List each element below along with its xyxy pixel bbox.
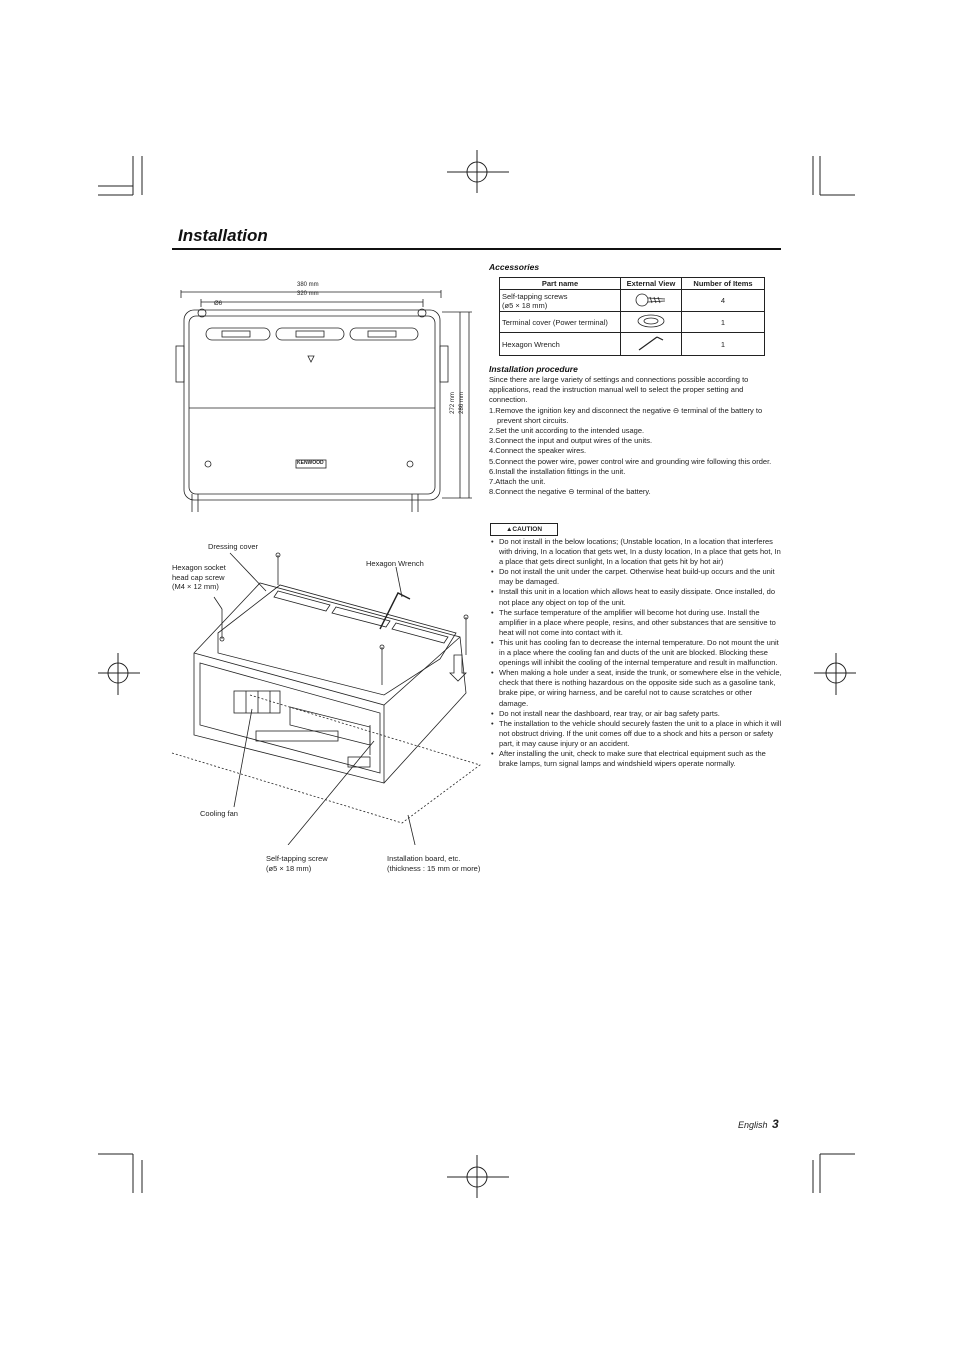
page-title: Installation (178, 226, 268, 245)
accessories-heading: Accessories (489, 262, 540, 272)
procedure-heading: Installation procedure (489, 364, 578, 374)
part-name-cell: Hexagon Wrench (500, 333, 621, 356)
procedure-step: 1.Remove the ignition key and disconnect the negative ⊖ terminal of the battery to prevent short circuits. (489, 405, 763, 425)
list-item: • The surface temperature of the amplifier will become hot during use. Install the amplifier in a place where people, resins, and other substances that are sensitive to heat will not come into contact with it. (491, 608, 783, 638)
dim-320: 320 mm (297, 291, 319, 297)
title-rule (172, 248, 781, 250)
label-hex-socket-screw: Hexagon socket head cap screw (M4 × 12 mm) (172, 563, 226, 591)
dim-286: 286 mm (458, 392, 465, 414)
col-part-name: Part name (500, 278, 621, 290)
part-name-cell: Self-tapping screws (ø5 × 18 mm) (500, 290, 621, 312)
caution-list (491, 537, 783, 769)
procedure-step: 4.Connect the speaker wires. (489, 446, 587, 456)
list-item: • After installing the unit, check to make sure that electrical equipment such as the brake lamps, turn signal lamps and windshield wipers operate normally. (491, 749, 783, 769)
footer-language: English (738, 1120, 768, 1130)
label-installation-board: Installation board, etc. (thickness : 15 mm or more) (387, 854, 481, 873)
table-row (500, 333, 765, 356)
label-cooling-fan: Cooling fan (200, 809, 238, 818)
list-item: • This unit has cooling fan to decrease the internal temperature. Do not mount the unit in a place where the cooling fan and ducts of the unit are blocked. Blocking these openings will inhibit the cooling of the internal temperature and result in malfunction. (491, 638, 783, 668)
part-name-cell: Terminal cover (Power terminal) (500, 312, 621, 333)
label-dressing-cover: Dressing cover (208, 542, 259, 551)
list-item: • Do not install the unit under the carpet. Otherwise heat build-up occurs and the unit may be damaged. (491, 567, 783, 587)
dim-272: 272 mm (449, 392, 456, 414)
table-row (500, 290, 765, 312)
screw-icon (621, 290, 682, 312)
list-item: • Install this unit in a location which allows heat to easily dissipate. Once installed, do not place any object on top of the unit. (491, 587, 783, 607)
procedure-step: 7.Attach the unit. (489, 477, 546, 487)
list-item: • Do not install in the below locations; (Unstable location, In a location that interferes with driving, In a location that gets wet, In a dusty location, In a place that gets hot, In a place that gets direct sunlight, In a location that gets hit by hot air) (491, 537, 783, 567)
label-self-tapping-screw: Self-tapping screw (ø5 × 18 mm) (266, 854, 328, 873)
procedure-step: 6.Install the installation fittings in the unit. (489, 466, 626, 476)
brand-logo: KENWOOD (297, 460, 324, 466)
list-item: • The installation to the vehicle should securely fasten the unit to a place in which it will not obstruct driving. If the unit comes off due to a shock and hits a person or safety part, it may cause injury or an accident. (491, 719, 783, 749)
count-cell: 1 (682, 312, 765, 333)
col-count: Number of Items (682, 278, 765, 290)
caution-badge: ▲CAUTION (490, 523, 558, 536)
hex-wrench-icon (621, 333, 682, 356)
procedure-step: 3.Connect the input and output wires of the units. (489, 436, 653, 446)
dim-380: 380 mm (297, 282, 319, 288)
procedure-step: 2.Set the unit according to the intended usage. (489, 426, 645, 436)
procedure-step: 5.Connect the power wire, power control wire and grounding wire following this order. (489, 456, 772, 466)
page-number: 3 (772, 1117, 779, 1131)
procedure-intro: Since there are large variety of settings and connections possible according to applications, read the instruction manual well to select the proper setting and connection. (489, 375, 749, 405)
count-cell: 4 (682, 290, 765, 312)
accessories-table (499, 277, 765, 356)
list-item: • Do not install near the dashboard, rear tray, or air bag safety parts. (491, 709, 783, 719)
procedure-text (489, 375, 783, 497)
table-row (500, 312, 765, 333)
dim-hole: Ø6 (214, 301, 223, 307)
list-item: • When making a hole under a seat, inside the trunk, or somewhere else in the vehicle, check that there is nothing hazardous on the opposite side such as a gasoline tank, brake pipe, or wiring harness, and be careful not to cause scratches or other damage. (491, 668, 783, 708)
label-hexagon-wrench: Hexagon Wrench (366, 559, 424, 568)
terminal-cover-icon (621, 312, 682, 333)
col-external-view: External View (621, 278, 682, 290)
amplifier-top-view-diagram (172, 280, 482, 520)
procedure-step: 8.Connect the negative ⊖ terminal of the battery. (489, 487, 651, 497)
count-cell: 1 (682, 333, 765, 356)
